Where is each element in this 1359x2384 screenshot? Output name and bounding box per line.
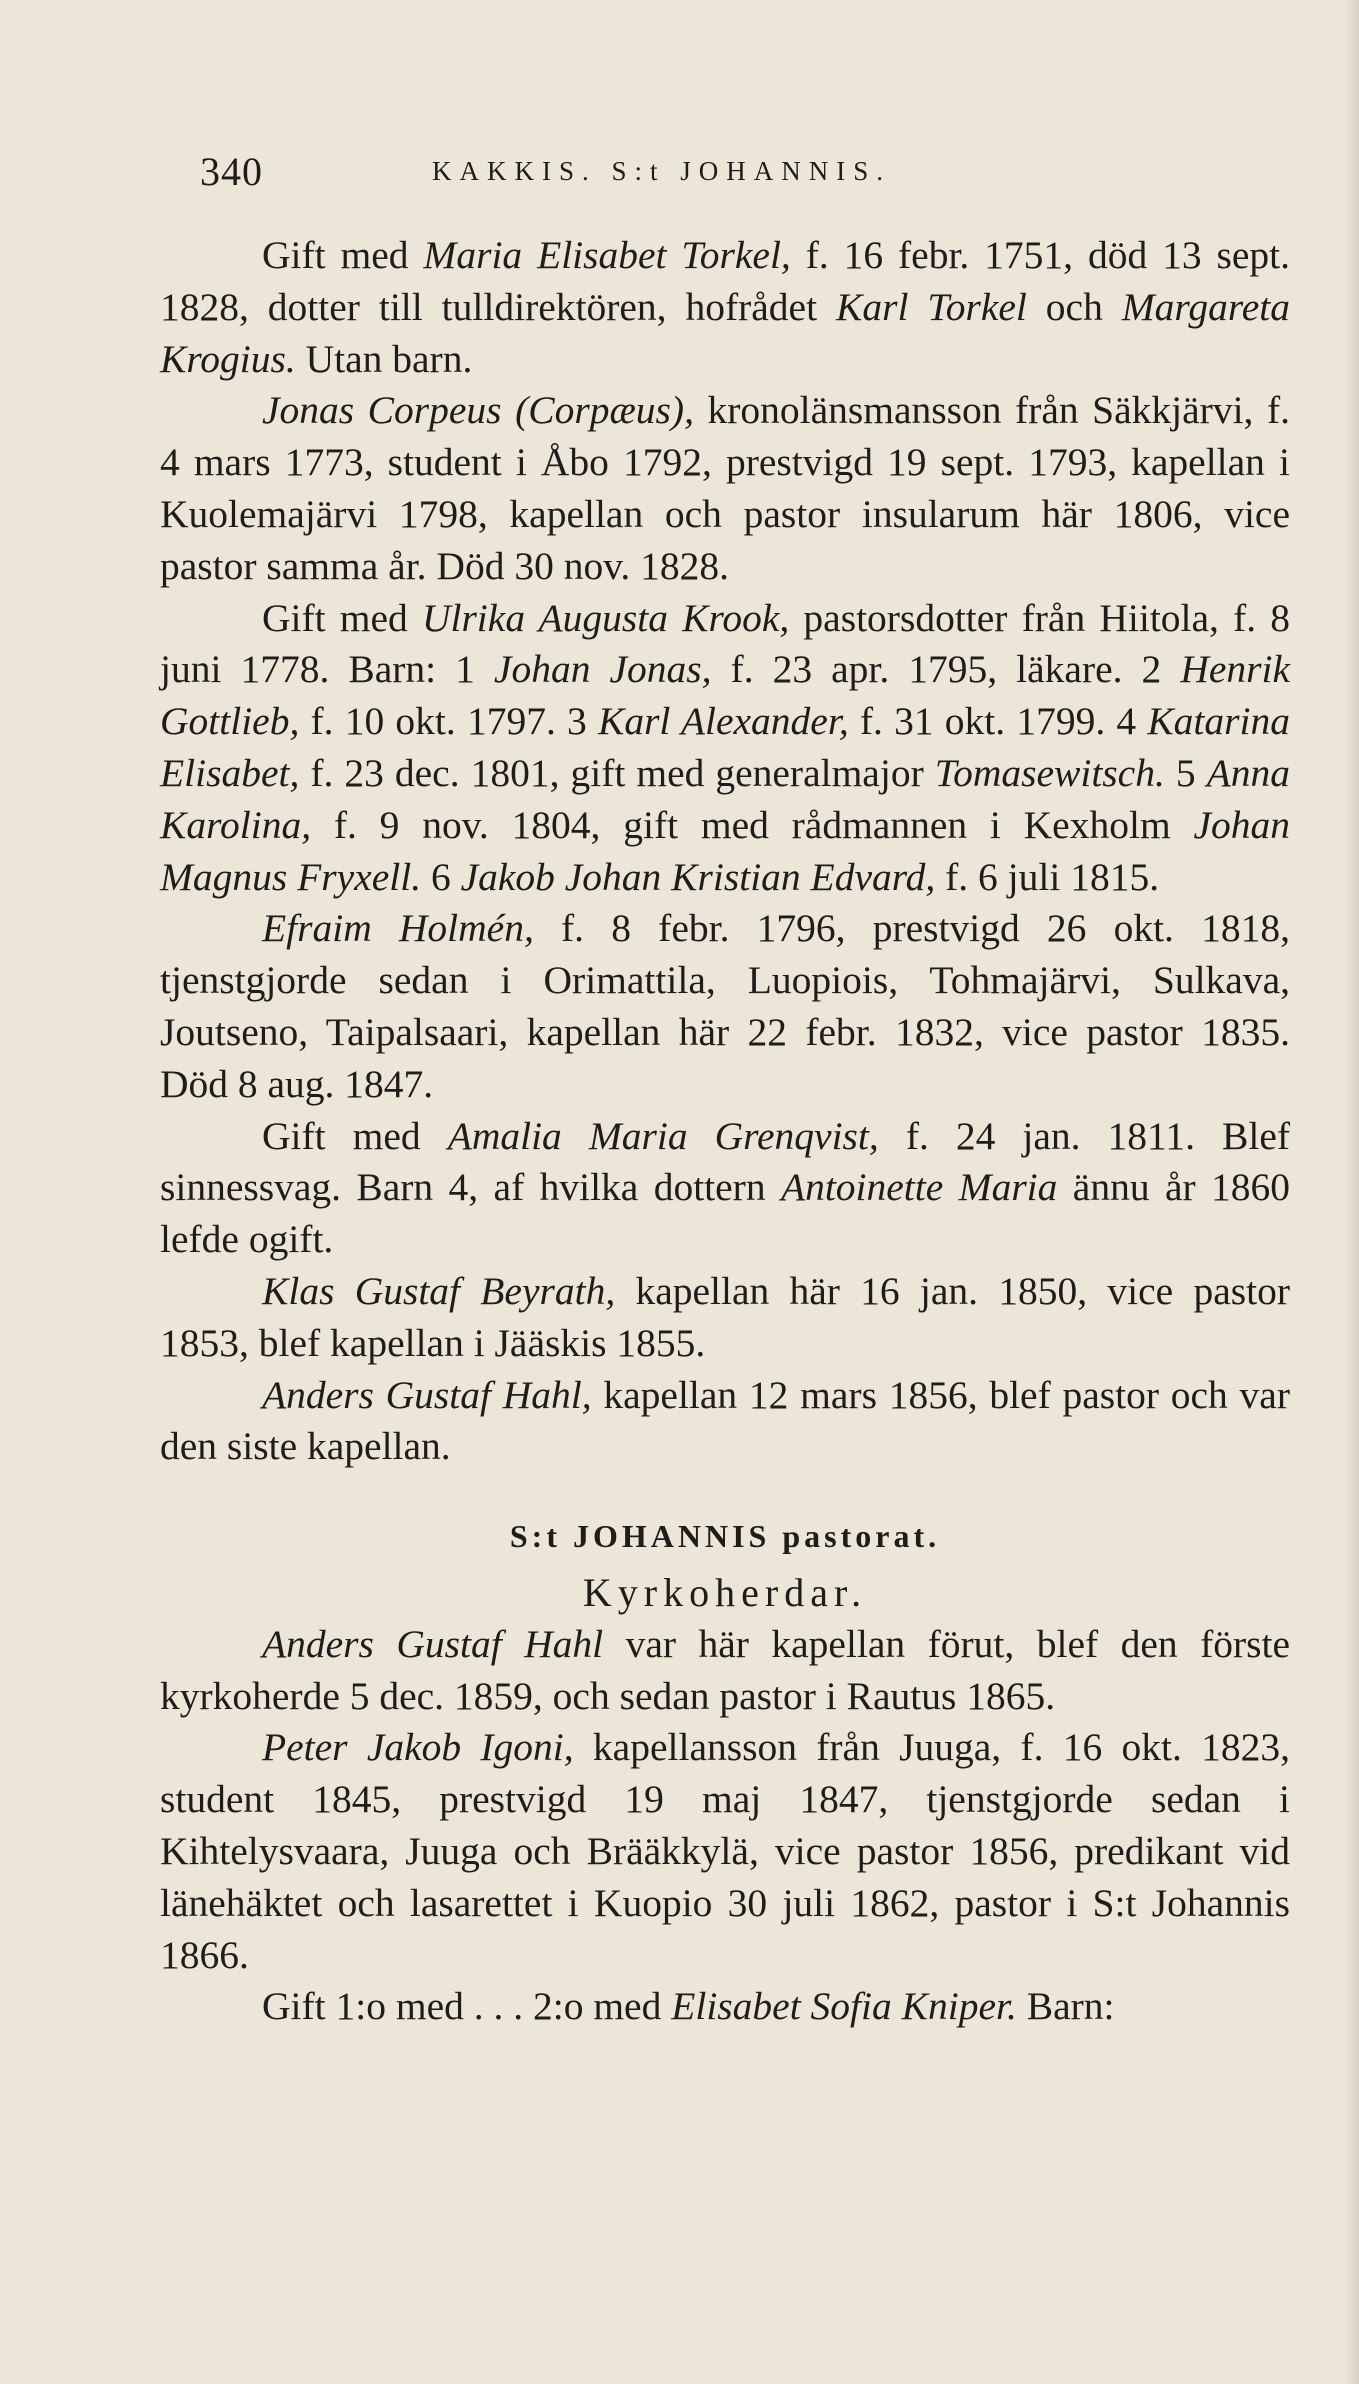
paragraph-text: kapellan här 16 jan. 1850, vice pastor 1853, blef kapellan i Jääskis 1855. [160, 1268, 1290, 1365]
page-body [160, 230, 1290, 2033]
paragraph-text: Gift med [262, 1113, 448, 1158]
paragraph [160, 1370, 1290, 1474]
italic-name-text: Johan Jonas, [493, 647, 712, 692]
paragraph [160, 1266, 1290, 1370]
italic-name-text: Karl Torkel [836, 284, 1027, 329]
paragraph [160, 593, 1290, 904]
paragraph [160, 903, 1290, 1110]
paragraph-text: ännu år 1860 lefde ogift. [160, 1165, 1290, 1262]
paragraph-text: f. 23 dec. 1801, gift med generalmajor [299, 750, 935, 795]
subheading: Kyrkoherdar. [582, 1569, 868, 1615]
entries-after-section [160, 1619, 1290, 2033]
italic-name-text: Peter Jakob Igoni, [262, 1725, 574, 1770]
paragraph-text: f. 8 febr. 1796, prestvigd 26 okt. 1818, tjenstgjorde sedan i Orimattila, Luopiois, Tohmajärvi, Sulkava, Joutseno, Taipalsaari, kapellan här 22 febr. 1832, vice pastor 1835. Död 8 aug. 1847. [160, 906, 1290, 1106]
running-title: KAKKIS. S:t JOHANNIS. [432, 156, 892, 186]
italic-name-text: Amalia Maria Grenqvist, [447, 1113, 879, 1158]
italic-name-text: Katarina Elisabet, [160, 699, 1290, 795]
paragraph-text: f. 16 febr. 1751, död 13 sept. 1828, dotter till tulldirektören, hofrådet [160, 233, 1290, 329]
italic-name-text: Maria Elisabet Torkel, [423, 233, 791, 277]
section-heading: S:t JOHANNIS pastorat. [509, 1518, 941, 1555]
italic-name-text: Ulrika Augusta Krook, [421, 595, 790, 640]
paragraph-text: 6 [421, 854, 461, 899]
paragraph-text: f. 10 okt. 1797. 3 [299, 699, 598, 744]
paragraph-text: f. 9 nov. 1804, gift med rådmannen i Kexholm [311, 802, 1194, 847]
italic-name-text: Efraim Holmén, [262, 906, 534, 951]
italic-name-text: Johan Magnus Fryxell. [160, 802, 1290, 899]
italic-name-text: Jonas Corpeus (Corpæus), [262, 388, 694, 433]
paragraph-text: Gift 1:o med . . . 2:o med [262, 1984, 672, 2029]
italic-name-text: Karl Alexander, [597, 699, 849, 744]
paragraph-text: f. 6 juli 1815. [935, 854, 1160, 899]
italic-name-text: Anna Karolina, [160, 750, 1291, 847]
paragraph [160, 1722, 1290, 1981]
italic-name-text: Tomasewitsch. [934, 750, 1165, 795]
paragraph-text: f. 24 jan. 1811. Blef sinnessvag. Barn 4, af hvilka dottern [160, 1113, 1291, 1210]
paragraph [160, 1111, 1290, 1266]
paragraph [160, 385, 1290, 592]
paragraph [160, 230, 1290, 385]
paragraph-text: pastorsdotter från Hiitola, f. 8 juni 1778. Barn: 1 [160, 595, 1290, 692]
paragraph [160, 1981, 1290, 2033]
paragraph-text: kapellansson från Juuga, f. 16 okt. 1823, student 1845, prestvigd 19 maj 1847, tjenstgjorde sedan i Kihtelysvaara, Juuga och Brääkkylä, vice pastor 1856, predikant vid länehäktet och lasarettet i Kuopio 30 juli 1862, pastor i S:t Johannis 1866. [160, 1725, 1290, 1977]
paragraph-text: f. 31 okt. 1799. 4 [848, 699, 1148, 744]
paragraph [160, 1619, 1290, 1723]
paragraph-text: och [1026, 284, 1122, 329]
page-header [200, 148, 1160, 208]
italic-name-text: Jakob Johan Kristian Edvard, [460, 854, 936, 899]
italic-name-text: Antoinette Maria [780, 1165, 1058, 1210]
italic-name-text: Klas Gustaf Beyrath, [262, 1268, 616, 1313]
paragraph-text: kronolänsmansson från Säkkjärvi, f. 4 mars 1773, student i Åbo 1792, prestvigd 19 sept. 1793, kapellan i Kuolemajärvi 1798, kapellan och pastor insularum här 1806, vice pastor samma år. Död 30 nov. 1828. [160, 388, 1290, 588]
paragraph-text: Gift med [262, 233, 424, 277]
italic-name-text: Elisabet Sofia Kniper. [671, 1984, 1017, 2029]
page-number: 340 [200, 149, 263, 194]
paragraph-text: Barn: [1016, 1984, 1115, 2029]
italic-name-text: Anders Gustaf Hahl, [262, 1372, 592, 1417]
paragraph-text: kapellan 12 mars 1856, blef pastor och var den siste kapellan. [160, 1372, 1290, 1469]
italic-name-text: Henrik Gottlieb, [160, 647, 1290, 744]
page-edge [1345, 0, 1359, 2384]
paragraph-text: 5 [1164, 750, 1207, 795]
italic-name-text: Anders Gustaf Hahl [262, 1621, 604, 1666]
paragraph-text: f. 23 apr. 1795, läkare. 2 [711, 647, 1181, 692]
entries-before-section [160, 230, 1290, 1473]
paragraph-text: Utan barn. [295, 336, 473, 381]
paragraph-text: Gift med [262, 595, 422, 640]
italic-name-text: Margareta Krogius. [160, 284, 1290, 381]
paragraph-text: var här kapellan förut, blef den förste kyrkoherde 5 dec. 1859, och sedan pastor i Rautus 1865. [160, 1621, 1291, 1718]
